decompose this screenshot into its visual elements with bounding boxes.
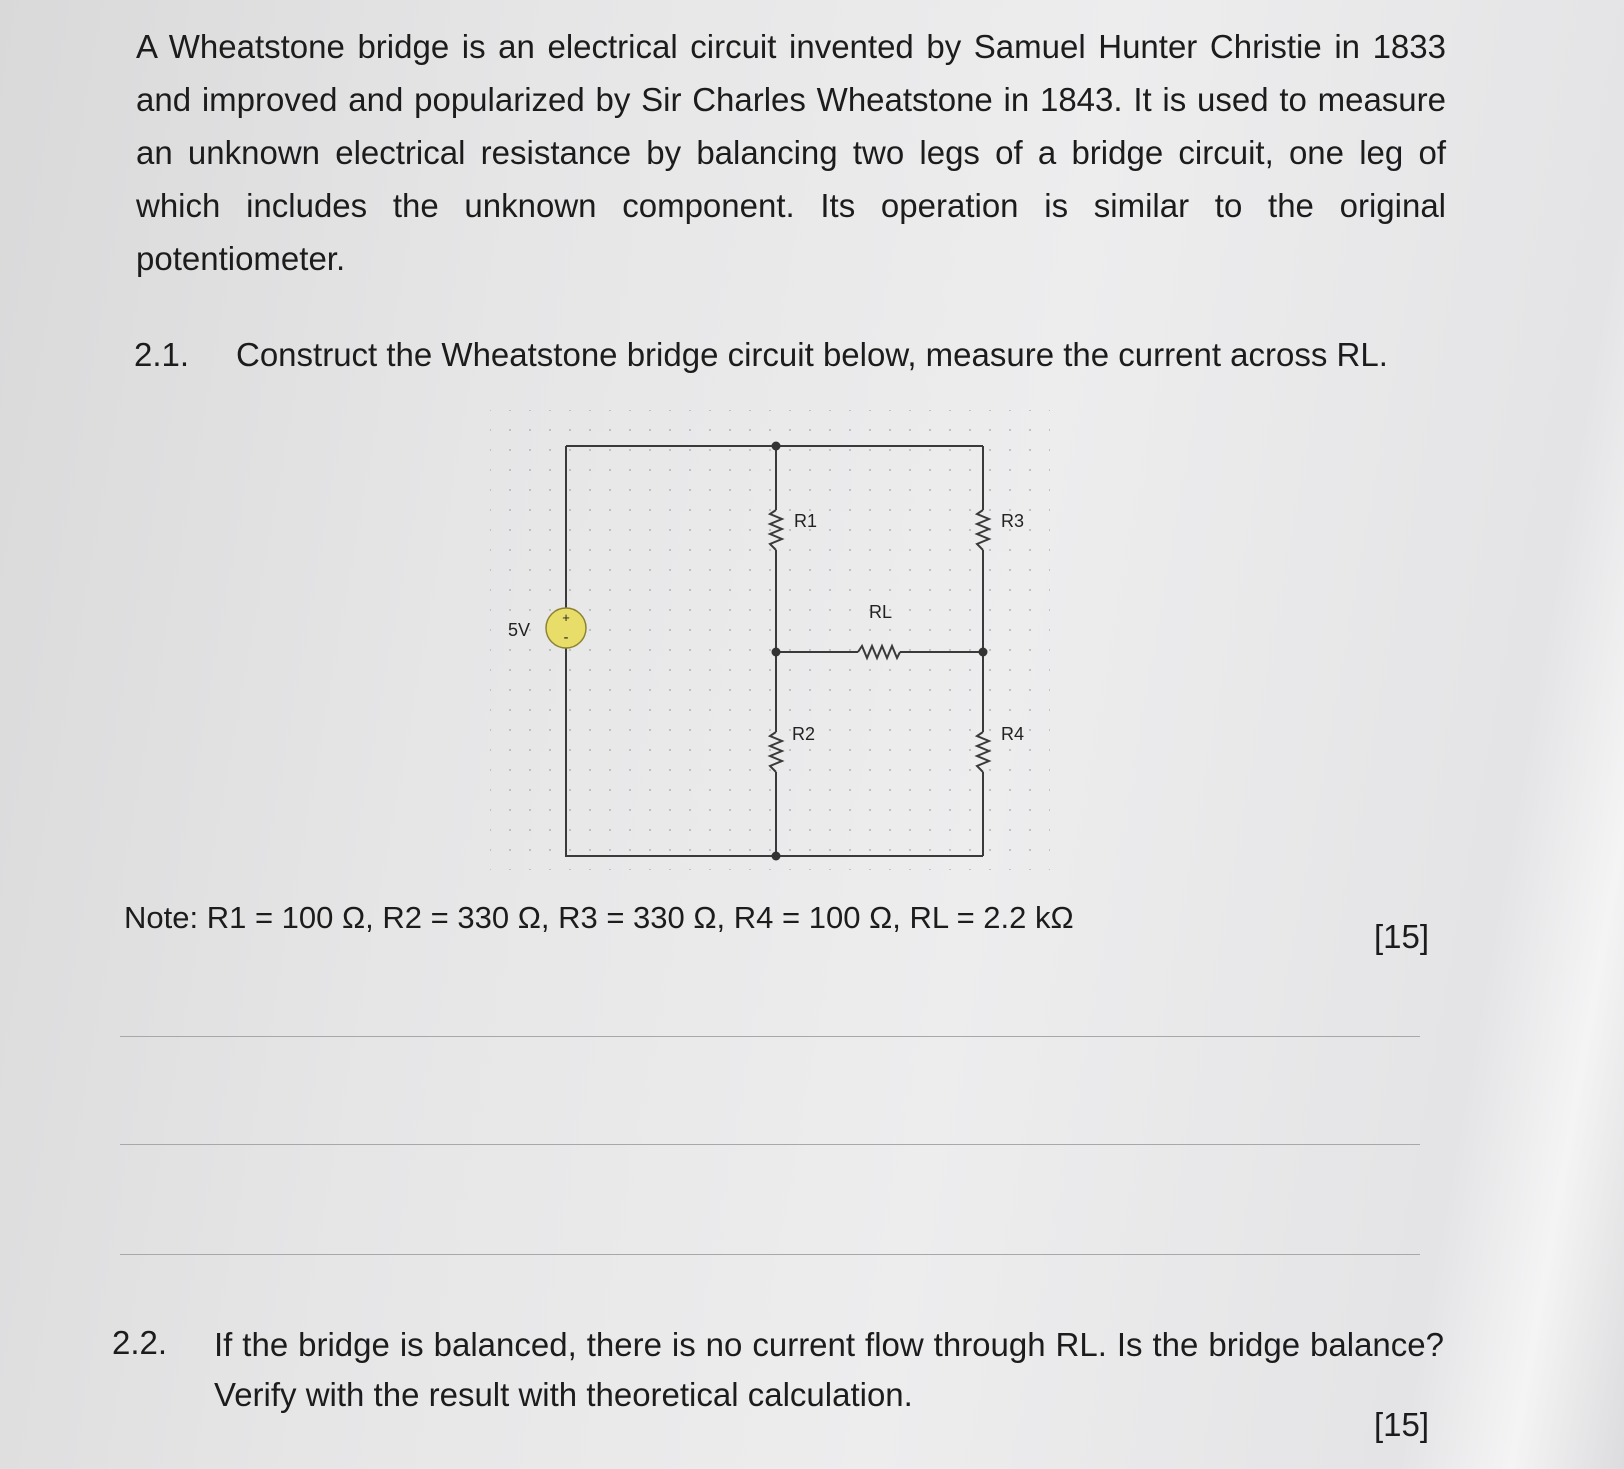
node-top: [772, 442, 781, 451]
r4-label: R4: [1001, 724, 1025, 744]
answer-line-2: [120, 1144, 1420, 1145]
node-right-mid: [979, 648, 988, 657]
r1-label: R1: [794, 511, 818, 531]
rl-label: RL: [869, 602, 893, 622]
r2-label: R2: [792, 724, 816, 744]
question-2-2-number: 2.2.: [112, 1324, 168, 1361]
question-2-1-number: 2.1.: [134, 336, 190, 373]
r3-label: R3: [1001, 511, 1025, 531]
question-2-1-marks: [15]: [1374, 918, 1430, 955]
question-2-2-marks: [15]: [1374, 1406, 1430, 1443]
question-2-1-text: Construct the Wheatstone bridge circuit below, measure the current across RL.: [236, 336, 1388, 373]
source-plus-sign: +: [562, 610, 570, 625]
resistor-values-note: Note: R1 = 100 Ω, R2 = 330 Ω, R3 = 330 Ω, R4 = 100 Ω, RL = 2.2 kΩ: [124, 900, 1074, 935]
intro-paragraph: A Wheatstone bridge is an electrical circuit invented by Samuel Hunter Christie in 1833 and improved and popularized by Sir Charles Wheatstone in 1843. It is used to measure an unknown electrical resistance by balancing two legs of a bridge circuit, one leg of which includes the unknown component. Its operation is similar to the original potentiometer.: [136, 28, 1446, 277]
node-left-mid: [772, 648, 781, 657]
node-bottom: [772, 852, 781, 861]
source-label: 5V: [508, 620, 531, 640]
source-minus-sign: -: [563, 629, 569, 646]
wheatstone-bridge-diagram: [480, 400, 1060, 880]
answer-line-3: [120, 1254, 1420, 1255]
answer-line-1: [120, 1036, 1420, 1037]
question-2-2-text: If the bridge is balanced, there is no current flow through RL. Is the bridge balance? Verify with the result with theoretical calculation.: [214, 1326, 1444, 1413]
